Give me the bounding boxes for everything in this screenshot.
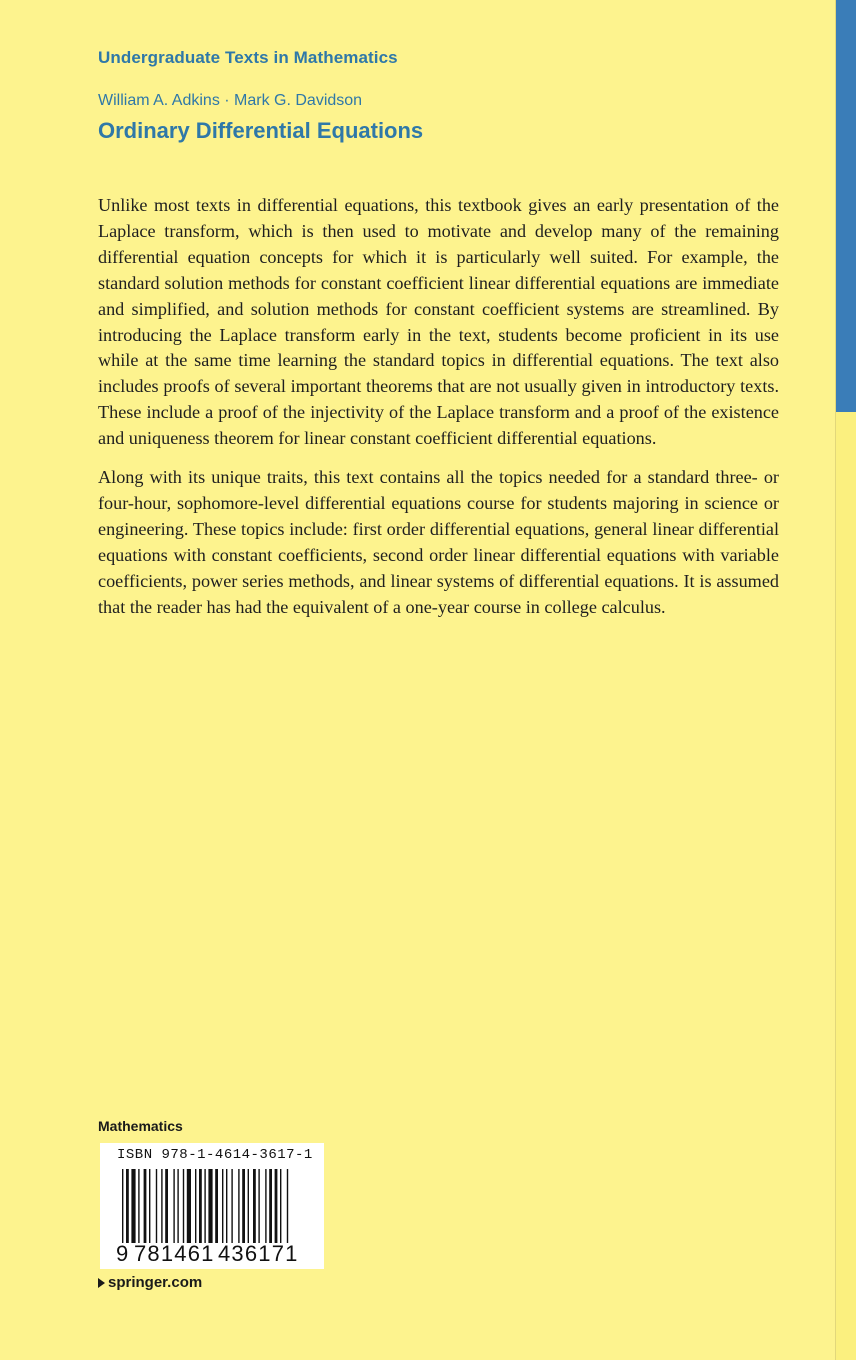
series-name: Undergraduate Texts in Mathematics	[98, 48, 398, 67]
barcode-bar	[204, 1169, 205, 1243]
isbn-label: ISBN 978-1-4614-3617-1	[117, 1147, 313, 1163]
barcode-digit-group-2: 436171	[218, 1241, 299, 1266]
authors: William A. Adkins · Mark G. Davidson	[98, 92, 363, 109]
barcode-bar	[269, 1169, 272, 1243]
barcode-bar	[177, 1169, 178, 1243]
publisher-link[interactable]	[98, 1274, 202, 1291]
blurb-paragraph-1: Unlike most texts in differential equations, this textbook gives an early presentation of the Laplace transform, which is then used to motivate and develop many of the remaining differential equation concepts for which it is particularly well suited. For example, the standard solution methods for constant coefficient linear differential equations are immediate and simplified, and solution methods for constant coefficient systems are streamlined. By introducing the Laplace transform early in the text, students become proficient in its use while at the same time learning the standard topics in differential equations. The text also includes proofs of several important theorems that are not usually given in introductory texts. These include a proof of the injectivity of the Laplace transform and a proof of the existence and uniqueness theorem for linear constant coefficient differential equations.	[98, 195, 779, 449]
subject-category: Mathematics	[98, 1118, 183, 1134]
barcode-bar	[287, 1169, 288, 1243]
barcode-bar	[183, 1169, 184, 1243]
barcode-bar	[165, 1169, 168, 1243]
barcode-bar	[238, 1169, 239, 1243]
barcode-bar	[222, 1169, 223, 1243]
barcode-bar	[226, 1169, 227, 1243]
barcode-digit-group-1: 781461	[134, 1241, 215, 1266]
arrow-right-icon	[98, 1278, 105, 1288]
barcode-bar	[144, 1169, 147, 1243]
blurb-paragraph-2: Along with its unique traits, this text contains all the topics needed for a standard three- or four-hour, sophomore-level differential equations course for students majoring in science or engineering. These topics include: first order differential equations, general linear differential equations with constant coefficients, second order linear differential equations with variable coefficients, power series methods, and linear systems of differential equations. It is assumed that the reader has had the equivalent of a one-year course in college calculus.	[98, 467, 779, 617]
barcode-bar	[208, 1169, 212, 1243]
barcode-bar	[195, 1169, 196, 1243]
barcode-bar	[258, 1169, 259, 1243]
barcode-bar	[149, 1169, 150, 1243]
book-title: Ordinary Differential Equations	[98, 118, 424, 143]
barcode-bar	[253, 1169, 256, 1243]
barcode-bar	[187, 1169, 191, 1243]
barcode-bar	[161, 1169, 162, 1243]
blurb	[98, 193, 779, 634]
barcode-bar	[275, 1169, 278, 1243]
barcode-bar	[126, 1169, 129, 1243]
barcode-bar	[215, 1169, 218, 1243]
barcode-bar	[131, 1169, 135, 1243]
barcode-bar	[280, 1169, 281, 1243]
spine-color-band	[836, 0, 856, 412]
barcode-bar	[173, 1169, 174, 1243]
barcode-bar	[138, 1169, 139, 1243]
barcode-bar	[242, 1169, 245, 1243]
barcode-bar	[156, 1169, 157, 1243]
barcode-bar	[231, 1169, 232, 1243]
barcode-digit-lead: 9	[116, 1241, 129, 1266]
barcode-bar	[122, 1169, 123, 1243]
isbn-barcode	[100, 1143, 324, 1269]
publisher-url: springer.com	[108, 1274, 203, 1291]
barcode-bar	[265, 1169, 266, 1243]
barcode-bars	[122, 1169, 302, 1243]
barcode-bar	[199, 1169, 202, 1243]
barcode-bar	[248, 1169, 249, 1243]
